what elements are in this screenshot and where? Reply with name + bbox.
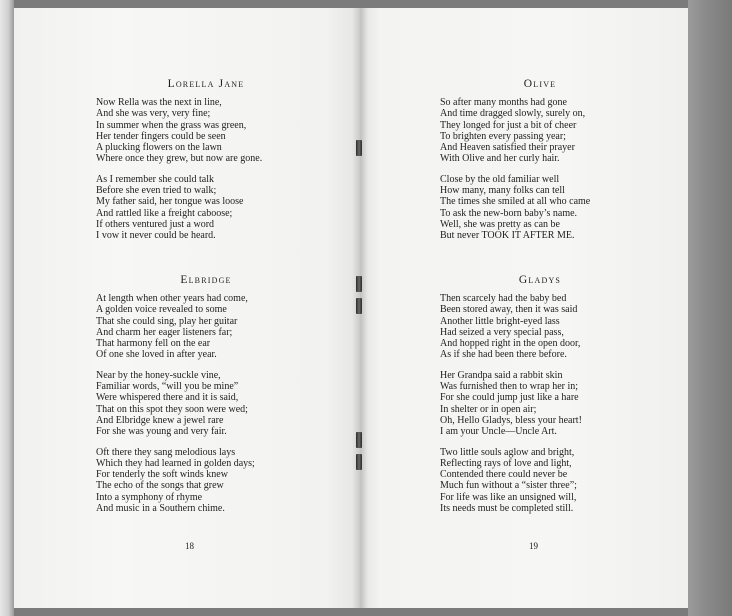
verse-line: Contended there could never be [440, 469, 568, 481]
verse-line: Oft there they sang melodious lays [96, 446, 236, 458]
stanza [96, 293, 316, 361]
verse-line: Were whispered there and it is said, [96, 392, 239, 404]
verse-line: To ask the new-born baby’s name. [440, 207, 578, 219]
verse-line: If others ventured just a word [96, 218, 215, 230]
page-number-right: 19 [529, 541, 538, 551]
verse-line: Of one she loved in after year. [96, 349, 217, 361]
staple-2 [356, 276, 362, 292]
stanza [96, 174, 316, 242]
verse-line: Then scarcely had the baby bed [440, 293, 567, 304]
verse-line: And hopped right in the open door, [440, 338, 581, 350]
verse-line: And Heaven satisfied their prayer [440, 142, 575, 154]
verse-line: And rattled like a freight caboose; [96, 207, 233, 219]
stanza [440, 293, 640, 361]
verse-line: I vow it never could be heard. [96, 230, 216, 242]
verse-line: At length when other years had come, [96, 293, 248, 304]
poem-title: Lorella Jane [167, 78, 245, 90]
stanza [440, 174, 640, 242]
verse-line: And music in a Southern chime. [96, 503, 225, 515]
scan-edge [0, 0, 14, 616]
staple-5 [356, 454, 362, 470]
stanza [440, 370, 640, 438]
poem-elbridge [96, 274, 316, 523]
verse-line: So after many months had gone [440, 97, 567, 108]
verse-line: But never TOOK IT AFTER ME. [440, 230, 575, 242]
verse-line: Her Grandpa said a rabbit skin [440, 369, 563, 381]
verse-line: That harmony fell on the ear [96, 338, 211, 350]
verse-line: That she could sing, play her guitar [96, 315, 238, 327]
verse-line: That on this spot they soon were wed; [96, 403, 248, 415]
verse-line: Its needs must be completed still. [440, 503, 574, 515]
verse-line: The echo of the songs that grew [96, 480, 224, 492]
verse-line: In summer when the grass was green, [96, 119, 247, 131]
verse-line: And charm her eager listeners far; [96, 326, 233, 338]
verse-line: In shelter or in open air; [440, 403, 537, 415]
verse-line: For tenderly the soft winds knew [96, 469, 228, 481]
staple-4 [356, 432, 362, 448]
verse-line: Had seized a very special pass, [440, 326, 564, 338]
stanza [96, 447, 316, 515]
verse-line: Into a symphony of rhyme [96, 491, 203, 503]
staple-1 [356, 140, 362, 156]
poem-title: Olive [523, 78, 557, 90]
cover-edge [688, 0, 732, 616]
verse-line: And Elbridge knew a jewel rare [96, 414, 224, 426]
verse-line: Two little souls aglow and bright, [440, 446, 575, 458]
poem-gladys [440, 274, 640, 523]
verse-line: Near by the honey-suckle vine, [96, 369, 221, 381]
stanza [96, 97, 316, 165]
stanza [96, 370, 316, 438]
verse-line: The times she smiled at all who came [440, 196, 591, 208]
poem-lorella-jane [96, 78, 316, 251]
verse-line: As I remember she could talk [96, 173, 215, 185]
poem-olive [440, 78, 640, 251]
verse-line: Much fun without a “sister three”; [440, 480, 577, 492]
verse-line: And time dragged slowly, surely on, [440, 108, 586, 120]
verse-line: Close by the old familiar well [440, 173, 560, 185]
verse-line: As if she had been there before. [440, 349, 567, 361]
verse-line: I am your Uncle—Uncle Art. [440, 426, 557, 438]
verse-line: A plucking flowers on the lawn [96, 142, 222, 154]
verse-line: Another little bright-eyed lass [440, 315, 560, 327]
verse-line: For she could jump just like a hare [440, 392, 579, 404]
verse-line: Before she even tried to walk; [96, 185, 217, 197]
verse-line: Been stored away, then it was said [440, 304, 578, 316]
page-number-left: 18 [185, 541, 194, 551]
verse-line: How many, many folks can tell [440, 185, 565, 197]
verse-line: Well, she was pretty as can be [440, 218, 560, 230]
poem-title: Elbridge [180, 274, 232, 286]
verse-line: My father said, her tongue was loose [96, 196, 244, 208]
stanza [440, 447, 640, 515]
verse-line: With Olive and her curly hair. [440, 153, 560, 165]
staple-3 [356, 298, 362, 314]
poem-title: Gladys [518, 274, 562, 286]
verse-line: To brighten every passing year; [440, 130, 566, 142]
verse-line: Her tender fingers could be seen [96, 130, 226, 142]
verse-line: They longed for just a bit of cheer [440, 119, 577, 131]
verse-line: For she was young and very fair. [96, 426, 227, 438]
verse-line: For life was like an unsigned will, [440, 491, 577, 503]
verse-line: Familiar words, “will you be mine” [96, 381, 239, 393]
stanza [440, 97, 640, 165]
verse-line: A golden voice revealed to some [96, 304, 227, 316]
verse-line: Oh, Hello Gladys, bless your heart! [440, 414, 582, 426]
verse-line: Which they had learned in golden days; [96, 457, 255, 469]
verse-line: And she was very, very fine; [96, 108, 211, 120]
verse-line: Reflecting rays of love and light, [440, 457, 572, 469]
verse-line: Now Rella was the next in line, [96, 97, 222, 108]
verse-line: Was furnished then to wrap her in; [440, 381, 579, 393]
verse-line: Where once they grew, but now are gone. [96, 153, 263, 165]
